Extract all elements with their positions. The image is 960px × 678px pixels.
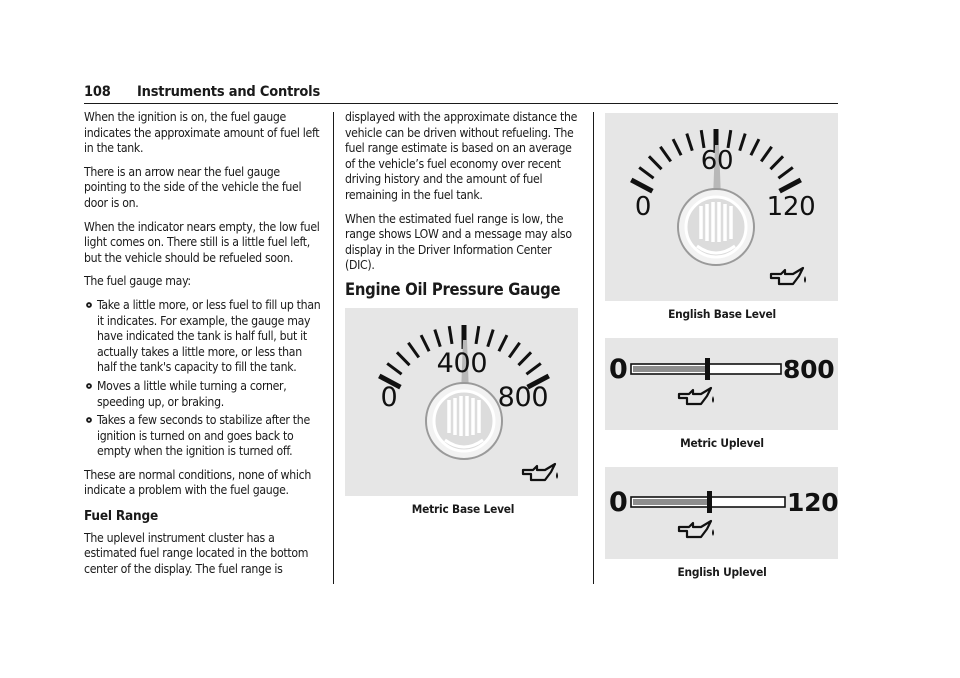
figure-caption: Metric Base Level (411, 501, 515, 516)
gauge-tick (509, 342, 519, 357)
oil-can-icon (771, 268, 806, 284)
gauge-mid-label: 400 (436, 347, 488, 379)
page-number: 108 (84, 84, 111, 100)
list-item (84, 298, 324, 376)
gauge-tick (660, 147, 670, 162)
gauge-mid-label: 60 (700, 146, 734, 176)
paragraph: These are normal conditions, none of which indicate a problem with the fuel gauge. (84, 467, 311, 498)
column-3 (605, 110, 839, 581)
metric-uplevel-figure (605, 338, 838, 430)
english-uplevel-figure (605, 467, 838, 559)
gauge-max-label: 800 (497, 381, 549, 413)
bar-fill (633, 366, 706, 372)
bar-fill (633, 499, 708, 505)
gauge-tick (740, 134, 745, 151)
english-base-gauge-figure (605, 113, 838, 301)
bar-level-marker (705, 358, 710, 380)
paragraph: The fuel gauge may: (84, 274, 191, 289)
oil-pressure-heading: Engine Oil Pressure Gauge (345, 279, 561, 299)
paragraph: There is an arrow near the fuel gauge pointing to the side of the vehicle the fuel door is on. (84, 164, 302, 210)
gauge-tick (518, 352, 531, 365)
gauge-max-label: 120 (766, 192, 816, 222)
gauge-tick (778, 167, 792, 178)
metric-base-gauge-figure (345, 308, 578, 496)
gauge-tick (639, 167, 653, 178)
column-1 (84, 110, 324, 585)
bar-max-label: 120 (787, 488, 838, 518)
gauge-tick (751, 139, 759, 155)
fuel-range-heading: Fuel Range (84, 508, 159, 525)
gauge-hub (678, 189, 754, 265)
list-item (84, 379, 324, 410)
english-uplevel-gauge (605, 467, 838, 559)
bullet-text: Take a little more, or less fuel to fill up than it indicates. For example, the gauge may have indicated the tank is half full, but it actually takes a little more, or less than half the tank's capacity to fill the tank. (97, 297, 321, 375)
figure-caption: English Base Level (668, 307, 776, 321)
paragraph: When the estimated fuel range is low, the range shows LOW and a message may also display in the Driver Information Center (DIC). (345, 211, 572, 273)
gauge-tick (435, 329, 440, 346)
gauge-min-label: 0 (634, 192, 652, 222)
paragraph: When the ignition is on, the fuel gauge indicates the approximate amount of fuel left in the tank. (84, 110, 320, 156)
paragraph: The uplevel instrument cluster has a estimated fuel range located in the bottom center of the display. The fuel range is (84, 530, 309, 576)
list-item (84, 413, 324, 460)
gauge-tick (499, 335, 507, 351)
oil-can-icon (679, 521, 714, 537)
gauge-tick (673, 139, 681, 155)
section-title: Instruments and Controls (137, 84, 321, 100)
bullet-dot-icon (85, 301, 93, 309)
column-2 (345, 110, 581, 517)
gauge-tick (397, 352, 410, 365)
oil-can-icon (679, 388, 714, 404)
header-rule (84, 103, 838, 104)
gauge-tick (687, 134, 692, 151)
bullet-list (84, 298, 324, 460)
bullet-dot-icon (85, 416, 93, 424)
gauge-tick (476, 326, 479, 344)
gauge-major-tick (780, 180, 801, 191)
gauge-tick (449, 326, 452, 344)
column-divider (593, 112, 594, 584)
paragraph: When the indicator nears empty, the low fuel light comes on. There still is a little fuel left, but the vehicle should be refueled soon. (84, 219, 320, 265)
gauge-tick (408, 342, 418, 357)
gauge-tick (649, 156, 662, 169)
metric-uplevel-gauge (605, 338, 838, 430)
gauge-hub (426, 383, 502, 459)
bullet-text: Moves a little while turning a corner, speeding up, or braking. (97, 378, 287, 409)
metric-base-gauge (345, 308, 578, 496)
gauge-tick (488, 329, 493, 346)
gauge-min-label: 0 (380, 381, 398, 413)
bar-level-marker (707, 491, 712, 513)
figure-caption: Metric Uplevel (680, 435, 764, 450)
gauge-tick (770, 156, 783, 169)
bar-min-label: 0 (609, 487, 628, 519)
gauge-tick (761, 147, 771, 162)
gauge-tick (421, 335, 429, 351)
gauge-tick (526, 363, 540, 374)
bar-max-label: 800 (783, 354, 835, 384)
paragraph: displayed with the approximate distance the vehicle can be driven without refueling. The fuel range estimate is based on an average of the vehicle’s fuel economy over recent driving history and the amount of fuel remaining in the fuel tank. (345, 110, 578, 202)
gauge-major-tick (631, 180, 652, 191)
english-base-gauge (605, 113, 838, 301)
bullet-dot-icon (85, 382, 93, 390)
bullet-text: Takes a few seconds to stabilize after the ignition is turned on and goes back to empty when the ignition is turned off. (97, 413, 310, 459)
bar-min-label: 0 (609, 353, 628, 385)
figure-caption: English Uplevel (677, 565, 767, 580)
gauge-tick (387, 363, 401, 374)
column-divider (333, 112, 334, 584)
oil-can-icon (523, 464, 558, 480)
